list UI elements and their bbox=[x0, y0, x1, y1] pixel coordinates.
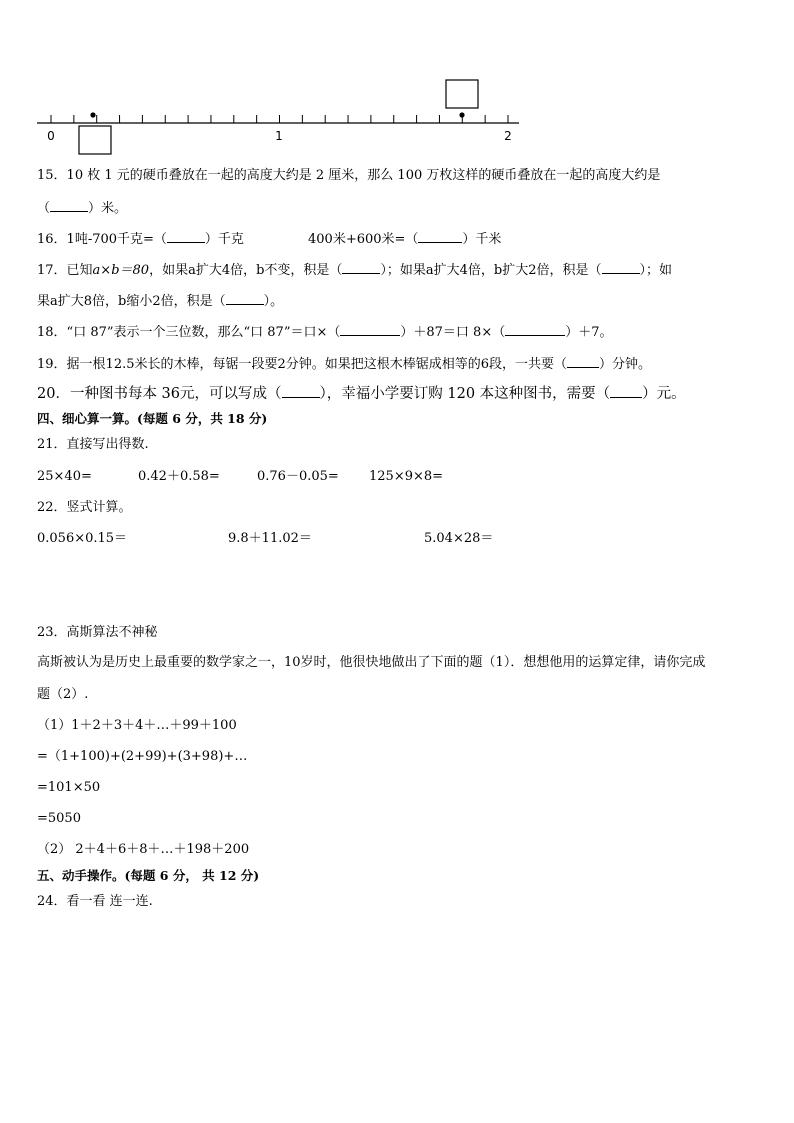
question-22-title: 22．竖式计算。 bbox=[37, 500, 132, 515]
answer-blank[interactable] bbox=[342, 261, 380, 274]
section-5-heading: 五、动手操作。(每题 6 分， 共 12 分) bbox=[37, 868, 260, 883]
question-17-line2: 果a扩大8倍，b缩小2倍，积是（ ）。 bbox=[37, 294, 284, 309]
equation: a×b＝80 bbox=[92, 263, 150, 278]
q23-step: （1）1＋2＋3＋4＋…＋99＋100 bbox=[37, 718, 237, 733]
answer-blank[interactable] bbox=[505, 323, 565, 336]
question-16-part2: 400米+600米=（ ）千米 bbox=[308, 232, 502, 247]
question-21-title: 21．直接写出得数. bbox=[37, 437, 149, 452]
question-15-line1: 15．10 枚 1 元的硬币叠放在一起的高度大约是 2 厘米，那么 100 万枚这样的硬币叠放在一起的高度大约是 bbox=[37, 168, 661, 183]
q22-item: 0.056×0.15＝ bbox=[37, 531, 128, 546]
answer-box-below[interactable] bbox=[79, 126, 111, 154]
answer-blank[interactable] bbox=[610, 385, 642, 398]
question-23-title: 23．高斯算法不神秘 bbox=[37, 625, 158, 640]
q23-step: =101×50 bbox=[37, 780, 101, 795]
question-20: 20．一种图书每本 36元，可以写成（ ），幸福小学要订购 120 本这种图书，需要（ ）元。 bbox=[37, 386, 686, 402]
question-17-line1: 17．已知a×b＝80，如果a扩大4倍，b不变，积是（ ）；如果a扩大4倍，b扩大2倍，积是（ ）；如 bbox=[37, 263, 673, 278]
q21-item: 25×40= bbox=[37, 469, 92, 484]
question-19: 19．据一根12.5米长的木棒，每锯一段要2分钟。如果把这根木棒锯成相等的6段，一共要（ ）分钟。 bbox=[37, 357, 652, 372]
q21-item: 0.42＋0.58= bbox=[138, 469, 220, 484]
number-line-point-left bbox=[90, 112, 95, 117]
answer-blank[interactable] bbox=[50, 199, 88, 212]
answer-blank[interactable] bbox=[282, 385, 320, 398]
q22-item: 5.04×28＝ bbox=[424, 531, 494, 546]
answer-blank[interactable] bbox=[602, 261, 640, 274]
q23-step: =5050 bbox=[37, 811, 81, 826]
q21-item: 0.76－0.05= bbox=[257, 469, 339, 484]
number-line-figure bbox=[0, 0, 794, 160]
question-23-intro-line2: 题（2）. bbox=[37, 687, 89, 702]
q23-part2: （2） 2＋4＋6＋8＋…＋198＋200 bbox=[37, 842, 250, 857]
q23-step: =（1+100)+(2+99)+(3+98)+… bbox=[37, 749, 248, 764]
question-15-line2: （ ）米。 bbox=[37, 201, 128, 216]
number-line-ticks bbox=[51, 115, 508, 123]
question-24-title: 24．看一看 连一连. bbox=[37, 894, 153, 909]
question-23-intro-line1: 高斯被认为是历史上最重要的数学家之一，10岁时，他很快地做出了下面的题（1）．想想他用的运算定律，请你完成 bbox=[37, 655, 706, 670]
q22-item: 9.8＋11.02＝ bbox=[228, 531, 312, 546]
question-18: 18．“口 87”表示一个三位数，那么“口 87”＝口×（ ）＋87＝口 8×（ ）＋7。 bbox=[37, 325, 613, 340]
answer-blank[interactable] bbox=[418, 230, 462, 243]
answer-blank[interactable] bbox=[340, 323, 400, 336]
answer-blank[interactable] bbox=[567, 355, 599, 368]
question-16-part1: 16．1吨-700千克=（ ）千克 bbox=[37, 232, 244, 247]
number-line-label-0: 0 bbox=[47, 129, 55, 143]
answer-blank[interactable] bbox=[226, 292, 264, 305]
answer-box-above[interactable] bbox=[446, 80, 478, 108]
number-line-point-right bbox=[459, 112, 464, 117]
section-4-heading: 四、细心算一算。(每题 6 分，共 18 分) bbox=[37, 411, 268, 426]
number-line-label-1: 1 bbox=[275, 129, 283, 143]
number-line-label-2: 2 bbox=[504, 129, 512, 143]
answer-blank[interactable] bbox=[167, 230, 205, 243]
q21-item: 125×9×8= bbox=[369, 469, 444, 484]
